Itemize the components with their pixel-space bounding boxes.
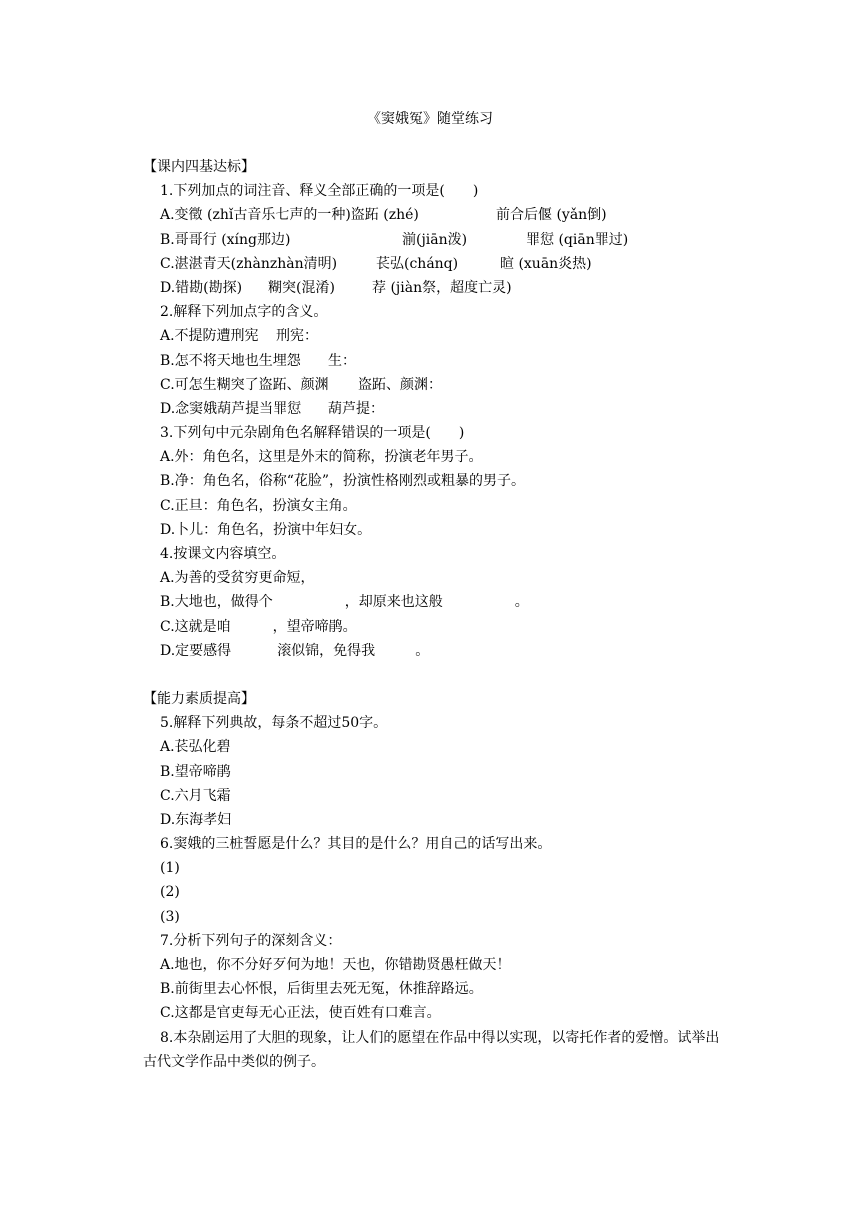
- question-2-option-c: [143, 373, 733, 397]
- q4-b-part-3: 。: [514, 594, 529, 611]
- question-7-stem: 7.分析下列句子的深刻含义：: [160, 932, 342, 949]
- q4-d-part-3: 。: [415, 642, 430, 659]
- option-a-part-1: A.变徵 (zhǐ古音乐七声的一种)盗跖 (zhé): [160, 207, 419, 224]
- q2-a-term: 刑宪：: [276, 328, 318, 345]
- question-5-option-a: A.苌弘化碧: [160, 739, 231, 756]
- question-4-option-c: [143, 615, 733, 639]
- q2-d-term: 葫芦提：: [328, 400, 384, 417]
- q4-c-part-1: C.这就是咱: [160, 618, 231, 635]
- question-2-option-d: [143, 397, 733, 421]
- section-heading-basic: 【课内四基达标】: [143, 159, 255, 175]
- question-3-option-d: D.卜儿：角色名，扮演中年妇女。: [160, 521, 372, 538]
- q4-c-part-2: ，望帝啼鹃。: [272, 618, 357, 635]
- q2-b-sentence: B.怎不将天地也生埋怨: [160, 352, 301, 369]
- question-5-option-d: D.东海孝妇: [160, 811, 232, 828]
- question-6-item-1: (1): [160, 860, 180, 877]
- q4-b-part-2: ，却原来也这般: [344, 594, 443, 611]
- q2-c-sentence: C.可怎生糊突了盗跖、颜渊: [160, 376, 329, 393]
- option-c-part-1: C.湛湛青天(zhànzhàn清明): [160, 255, 338, 272]
- option-b-part-2: 湔(jiān泼): [402, 231, 468, 248]
- question-1-stem: 1.下列加点的词注音、释义全部正确的一项是( ): [160, 183, 479, 200]
- question-5-option-b: B.望帝啼鹃: [160, 763, 231, 780]
- q2-a-sentence: A.不提防遭刑宪: [160, 328, 259, 345]
- question-1-option-d: [143, 276, 733, 300]
- option-b-part-3: 罪愆 (qiān罪过): [526, 231, 629, 248]
- question-4-stem: 4.按课文内容填空。: [160, 546, 286, 562]
- question-6-item-2: (2): [160, 884, 180, 901]
- question-1-option-c: [143, 252, 733, 276]
- option-d-part-2: 糊突(混淆): [268, 279, 335, 296]
- section-heading-advanced: 【能力素质提高】: [143, 690, 255, 707]
- question-2-stem: 2.解释下列加点字的含义。: [160, 304, 328, 321]
- document-title: 《窦娥冤》随堂练习: [367, 111, 493, 127]
- option-d-part-3: 荐 (jiàn祭，超度亡灵): [372, 279, 512, 296]
- question-8-text: 8.本杂剧运用了大胆的现象，让人们的愿望在作品中得以实现，以寄托作者的爱憎。试举出古代文学作品中类似的例子。: [143, 1029, 720, 1070]
- question-4-option-b: [143, 590, 733, 614]
- document-body: [143, 155, 733, 1074]
- q4-d-part-1: D.定要感得: [160, 642, 232, 659]
- question-4-option-d: [143, 639, 733, 663]
- question-2-option-b: [143, 349, 733, 373]
- section-gap: [143, 663, 733, 687]
- q2-d-sentence: D.念窦娥葫芦提当罪愆: [160, 400, 302, 417]
- question-3-stem: 3.下列句中元杂剧角色名解释错误的一项是( ): [160, 425, 465, 442]
- question-2-option-a: [143, 324, 733, 348]
- question-7-option-a: A.地也，你不分好歹何为地！天也，你错勘贤愚枉做天！: [160, 957, 511, 973]
- option-b-part-1: B.哥哥行 (xíng那边): [160, 231, 291, 248]
- option-c-part-3: 暄 (xuān炎热): [500, 255, 592, 272]
- question-3-option-b: B.净：角色名，俗称“花脸”，扮演性格刚烈或粗暴的男子。: [160, 473, 526, 490]
- question-4-option-a: A.为善的受贫穷更命短，: [160, 570, 315, 587]
- question-7-option-c: C.这都是官吏每无心正法，使百姓有口难言。: [160, 1005, 441, 1022]
- option-c-part-2: 苌弘(chánq): [376, 255, 459, 272]
- q2-b-term: 生：: [328, 352, 356, 369]
- question-1-option-a: [143, 203, 733, 227]
- q4-b-part-1: B.大地也，做得个: [160, 594, 273, 611]
- q2-c-term: 盗跖、颜渊：: [358, 376, 442, 393]
- question-3-option-c: C.正旦：角色名，扮演女主角。: [160, 497, 357, 514]
- option-d-part-1: D.错勘(勘探): [160, 279, 243, 296]
- question-5-stem: 5.解释下列典故，每条不超过50字。: [160, 715, 388, 732]
- question-6-stem: 6.窦娥的三桩誓愿是什么？其目的是什么？用自己的话写出来。: [160, 836, 552, 853]
- question-5-option-c: C.六月飞霜: [160, 787, 231, 804]
- question-6-item-3: (3): [160, 908, 180, 925]
- question-7-option-b: B.前街里去心怀恨，后街里去死无冤，休推辞路远。: [160, 981, 483, 998]
- q4-d-part-2: 滚似锦，免得我: [277, 642, 376, 659]
- question-3-option-a: A.外：角色名，这里是外末的简称，扮演老年男子。: [160, 449, 483, 466]
- question-1-option-b: [143, 228, 733, 252]
- option-a-part-2: 前合后偃 (yǎn倒): [496, 207, 607, 224]
